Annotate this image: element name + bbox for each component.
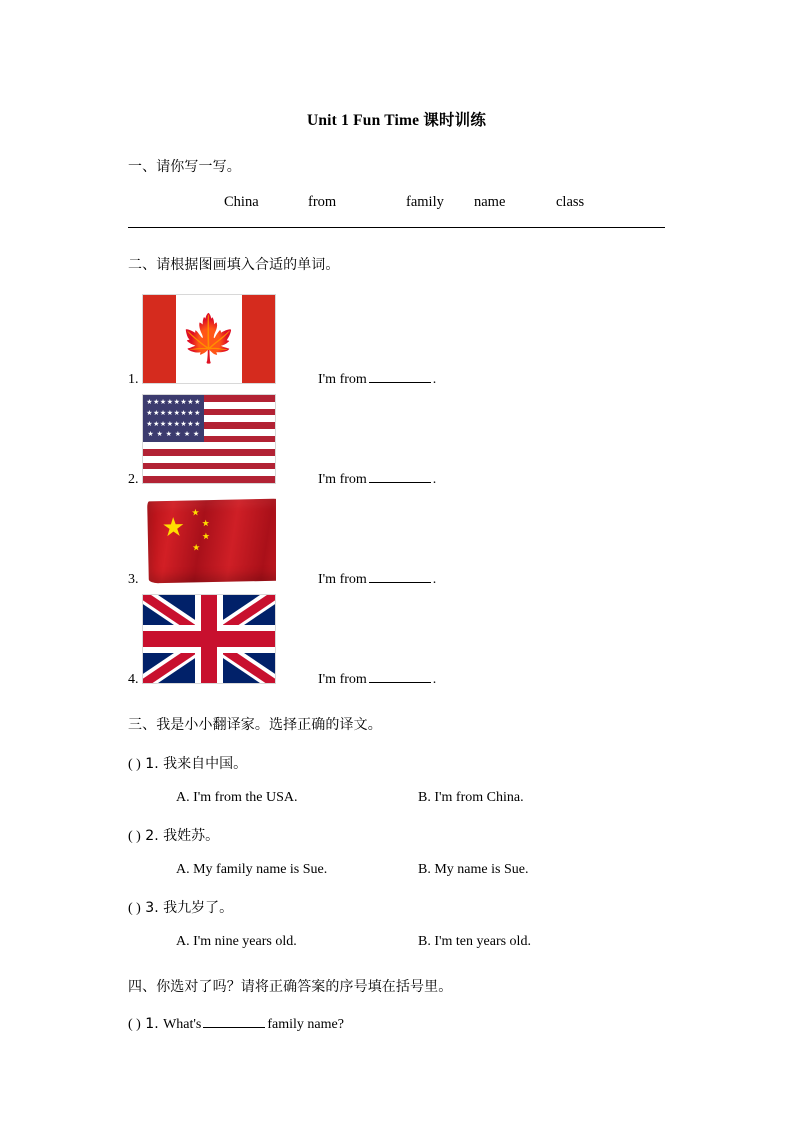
word-item: China [224,194,259,210]
star-icon: ★ [161,512,186,543]
answer-blank[interactable] [369,470,431,483]
question-text-suffix: family name? [267,1017,344,1032]
word-item: family [406,194,444,210]
sentence-prefix: I'm from [318,672,367,687]
item-number: 1. [128,372,139,387]
item-number: 4. [128,672,139,687]
answer-blank[interactable] [203,1015,265,1028]
flag-question-1 [128,288,665,388]
answer-paren[interactable]: ( ) [128,1017,141,1032]
section-1-heading: 一、请你写一写。 [128,159,241,175]
word-list [128,194,665,211]
writing-line [128,227,665,228]
question-number: 2. [145,828,159,844]
flag-question-2 [128,388,665,488]
choice-a[interactable]: A. I'm from the USA. [176,790,298,805]
item-number: 3. [128,572,139,587]
sentence-suffix: . [432,372,437,387]
usa-canton: ★ ★ ★ ★ ★ ★ ★ ★ ★ ★ ★ ★ ★ ★ ★ ★ ★ ★ ★ ★ ★ ★ ★ ★ ★ ★ ★ ★ ★ ★ [143,395,204,442]
question-prompt: 我姓苏。 [163,828,220,844]
question-3-2 [128,825,665,845]
item-number: 2. [128,472,139,487]
star-icon: ★ [201,531,211,542]
fill-sentence [318,470,436,488]
sentence-suffix: . [432,472,437,487]
answer-paren[interactable]: ( ) [128,901,141,916]
page-title: Unit 1 Fun Time 课时训练 [306,112,487,129]
word-item: from [308,194,337,210]
answer-paren[interactable]: ( ) [128,757,141,772]
sentence-prefix: I'm from [318,572,367,587]
usa-flag [142,394,276,486]
section-2-heading: 二、请根据图画填入合适的单词。 [128,257,340,273]
question-number: 1. [145,1016,159,1032]
sentence-suffix: . [432,672,437,687]
sentence-prefix: I'm from [318,372,367,387]
canada-flag [142,294,276,386]
sentence-prefix: I'm from [318,472,367,487]
question-prompt: 我九岁了。 [163,900,234,916]
star-icon: ★ [191,507,200,518]
star-icon: ★ [201,518,210,529]
question-text-prefix: What's [163,1017,202,1032]
choice-b[interactable]: B. I'm from China. [418,790,524,805]
section-4-heading: 四、你选对了吗？请将正确答案的序号填在括号里。 [128,979,453,995]
question-3-1 [128,753,665,773]
flag-question-3 [128,488,665,588]
question-number: 3. [145,900,159,916]
china-flag [142,494,276,586]
choice-a[interactable]: A. I'm nine years old. [176,934,297,949]
word-item: class [556,194,585,210]
choice-a[interactable]: A. My family name is Sue. [176,862,328,877]
question-prompt: 我来自中国。 [163,756,248,772]
answer-blank[interactable] [369,570,431,583]
answer-blank[interactable] [369,370,431,383]
fill-sentence [318,570,436,588]
fill-sentence [318,670,436,688]
maple-leaf-icon: 🍁 [180,313,238,364]
star-icon: ★ [192,542,201,553]
answer-paren[interactable]: ( ) [128,829,141,844]
choices-3-2 [128,862,665,878]
question-4-1 [128,1015,665,1033]
answer-blank[interactable] [369,670,431,683]
choices-3-1 [128,790,665,806]
choices-3-3 [128,934,665,950]
word-item: name [474,194,506,210]
flag-question-4 [128,588,665,688]
question-number: 1. [145,756,159,772]
uk-flag [142,594,276,686]
fill-sentence [318,370,436,388]
question-3-3 [128,897,665,917]
sentence-suffix: . [432,572,437,587]
choice-b[interactable]: B. My name is Sue. [418,862,529,877]
section-3-heading: 三、我是小小翻译家。选择正确的译文。 [128,717,382,733]
choice-b[interactable]: B. I'm ten years old. [418,934,531,949]
flag-questions [128,288,665,688]
